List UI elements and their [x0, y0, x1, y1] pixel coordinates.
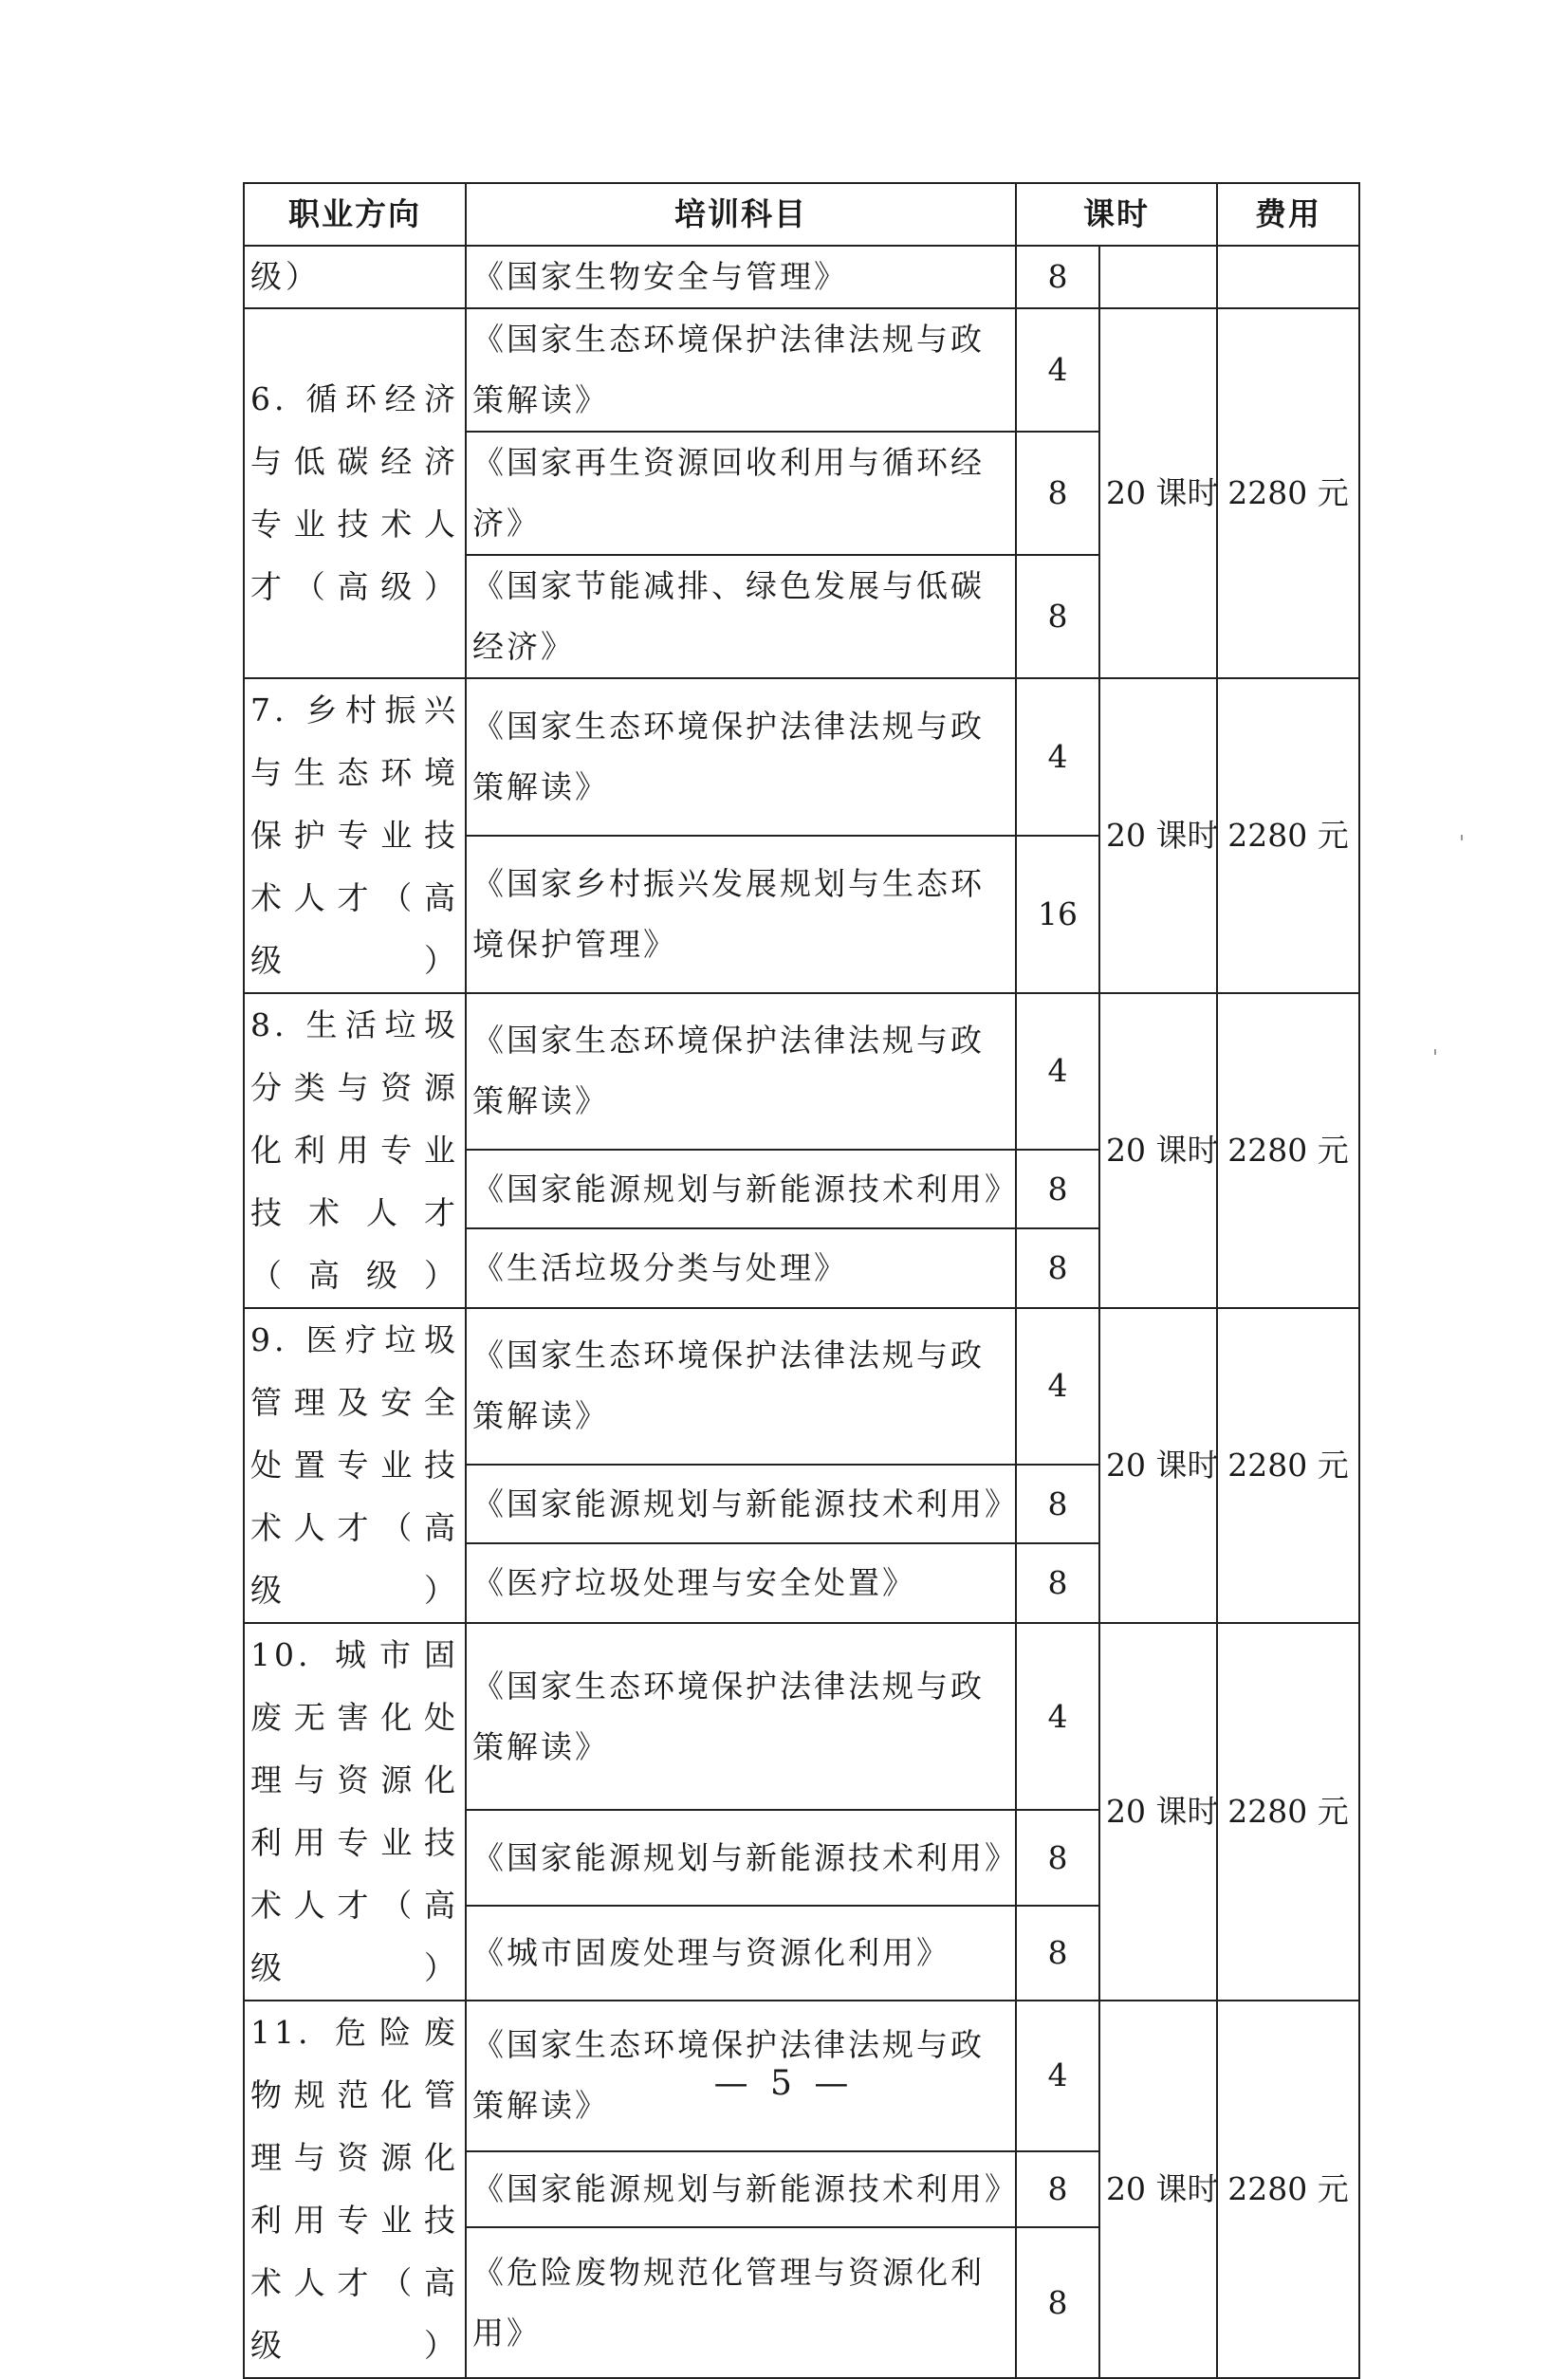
subject-hours-cell: 4: [1016, 1623, 1099, 1810]
subject-hours-cell: 8: [1016, 246, 1099, 308]
subject-cell: 《城市固废处理与资源化利用》: [466, 1906, 1016, 2001]
subject-hours-cell: 8: [1016, 1810, 1099, 1905]
fee-cell: 2280 元: [1217, 993, 1359, 1308]
subject-cell: 《国家生态环境保护法律法规与政策解读》: [466, 2001, 1016, 2151]
page-number: — 5 —: [713, 2064, 855, 2103]
fee-cell: 2280 元: [1217, 2001, 1359, 2378]
direction-cell: 级）: [244, 246, 466, 308]
subject-cell: 《国家能源规划与新能源技术利用》: [466, 2151, 1016, 2228]
total-hours-cell: 20 课时: [1099, 2001, 1217, 2378]
fee-cell: 2280 元: [1217, 1308, 1359, 1623]
subject-hours-cell: 8: [1016, 555, 1099, 678]
total-hours-cell: 20 课时: [1099, 678, 1217, 993]
subject-hours-cell: 16: [1016, 836, 1099, 993]
direction-cell: 9. 医疗垃圾管理及安全处置专业技术人才（高级）: [244, 1308, 466, 1623]
subject-cell: 《国家能源规划与新能源技术利用》: [466, 1150, 1016, 1229]
header-hours: 课时: [1016, 183, 1217, 246]
direction-cell: 7. 乡村振兴与生态环境保护专业技术人才（高级）: [244, 678, 466, 993]
direction-cell: 8. 生活垃圾分类与资源化利用专业技术人才（高级）: [244, 993, 466, 1308]
table-row: [244, 1623, 1359, 1810]
table-row-continuation: [244, 246, 1359, 308]
subject-cell: 《国家生态环境保护法律法规与政策解读》: [466, 993, 1016, 1150]
fee-cell: 2280 元: [1217, 308, 1359, 678]
table-row: [244, 678, 1359, 836]
subject-cell: 《危险废物规范化管理与资源化利用》: [466, 2227, 1016, 2378]
subject-hours-cell: 4: [1016, 1308, 1099, 1465]
header-subject: 培训科目: [466, 183, 1016, 246]
subject-cell: 《国家生态环境保护法律法规与政策解读》: [466, 308, 1016, 432]
total-hours-cell: [1099, 246, 1217, 308]
subject-hours-cell: 8: [1016, 1150, 1099, 1229]
direction-cell: 11. 危险废物规范化管理与资源化利用专业技术人才（高级）: [244, 2001, 466, 2378]
subject-hours-cell: 4: [1016, 2001, 1099, 2151]
scan-speck: [1461, 835, 1463, 840]
subject-cell: 《国家再生资源回收利用与循环经济》: [466, 432, 1016, 555]
table-header-row: [244, 183, 1359, 246]
total-hours-cell: 20 课时: [1099, 1308, 1217, 1623]
subject-hours-cell: 8: [1016, 1906, 1099, 2001]
header-direction: 职业方向: [244, 183, 466, 246]
subject-hours-cell: 4: [1016, 308, 1099, 432]
total-hours-cell: 20 课时: [1099, 993, 1217, 1308]
subject-hours-cell: 4: [1016, 678, 1099, 836]
total-hours-cell: 20 课时: [1099, 1623, 1217, 2001]
subject-cell: 《国家生态环境保护法律法规与政策解读》: [466, 678, 1016, 836]
subject-cell: 《国家能源规划与新能源技术利用》: [466, 1810, 1016, 1905]
subject-cell: 《国家生态环境保护法律法规与政策解读》: [466, 1623, 1016, 1810]
table-row: [244, 993, 1359, 1150]
subject-cell: 《国家生态环境保护法律法规与政策解读》: [466, 1308, 1016, 1465]
total-hours-cell: 20 课时: [1099, 308, 1217, 678]
fee-cell: 2280 元: [1217, 1623, 1359, 2001]
fee-cell: 2280 元: [1217, 678, 1359, 993]
subject-cell: 《国家节能减排、绿色发展与低碳经济》: [466, 555, 1016, 678]
subject-cell: 《生活垃圾分类与处理》: [466, 1228, 1016, 1308]
subject-hours-cell: 8: [1016, 1543, 1099, 1623]
header-fee: 费用: [1217, 183, 1359, 246]
scan-speck: [1434, 1049, 1436, 1055]
subject-hours-cell: 8: [1016, 1228, 1099, 1308]
subject-hours-cell: 4: [1016, 993, 1099, 1150]
fee-cell: [1217, 246, 1359, 308]
subject-hours-cell: 8: [1016, 2151, 1099, 2228]
subject-hours-cell: 8: [1016, 432, 1099, 555]
direction-cell: 10. 城市固废无害化处理与资源化利用专业技术人才（高级）: [244, 1623, 466, 2001]
direction-cell: 6. 循环经济与低碳经济专业技术人才（高级）: [244, 308, 466, 678]
subject-cell: 《国家能源规划与新能源技术利用》: [466, 1465, 1016, 1544]
subject-cell: 《国家乡村振兴发展规划与生态环境保护管理》: [466, 836, 1016, 993]
subject-hours-cell: 8: [1016, 1465, 1099, 1544]
table-row: [244, 308, 1359, 432]
subject-hours-cell: 8: [1016, 2227, 1099, 2378]
subject-cell: 《国家生物安全与管理》: [466, 246, 1016, 308]
table-row: [244, 1308, 1359, 1465]
subject-cell: 《医疗垃圾处理与安全处置》: [466, 1543, 1016, 1623]
training-course-table: [243, 182, 1360, 2379]
